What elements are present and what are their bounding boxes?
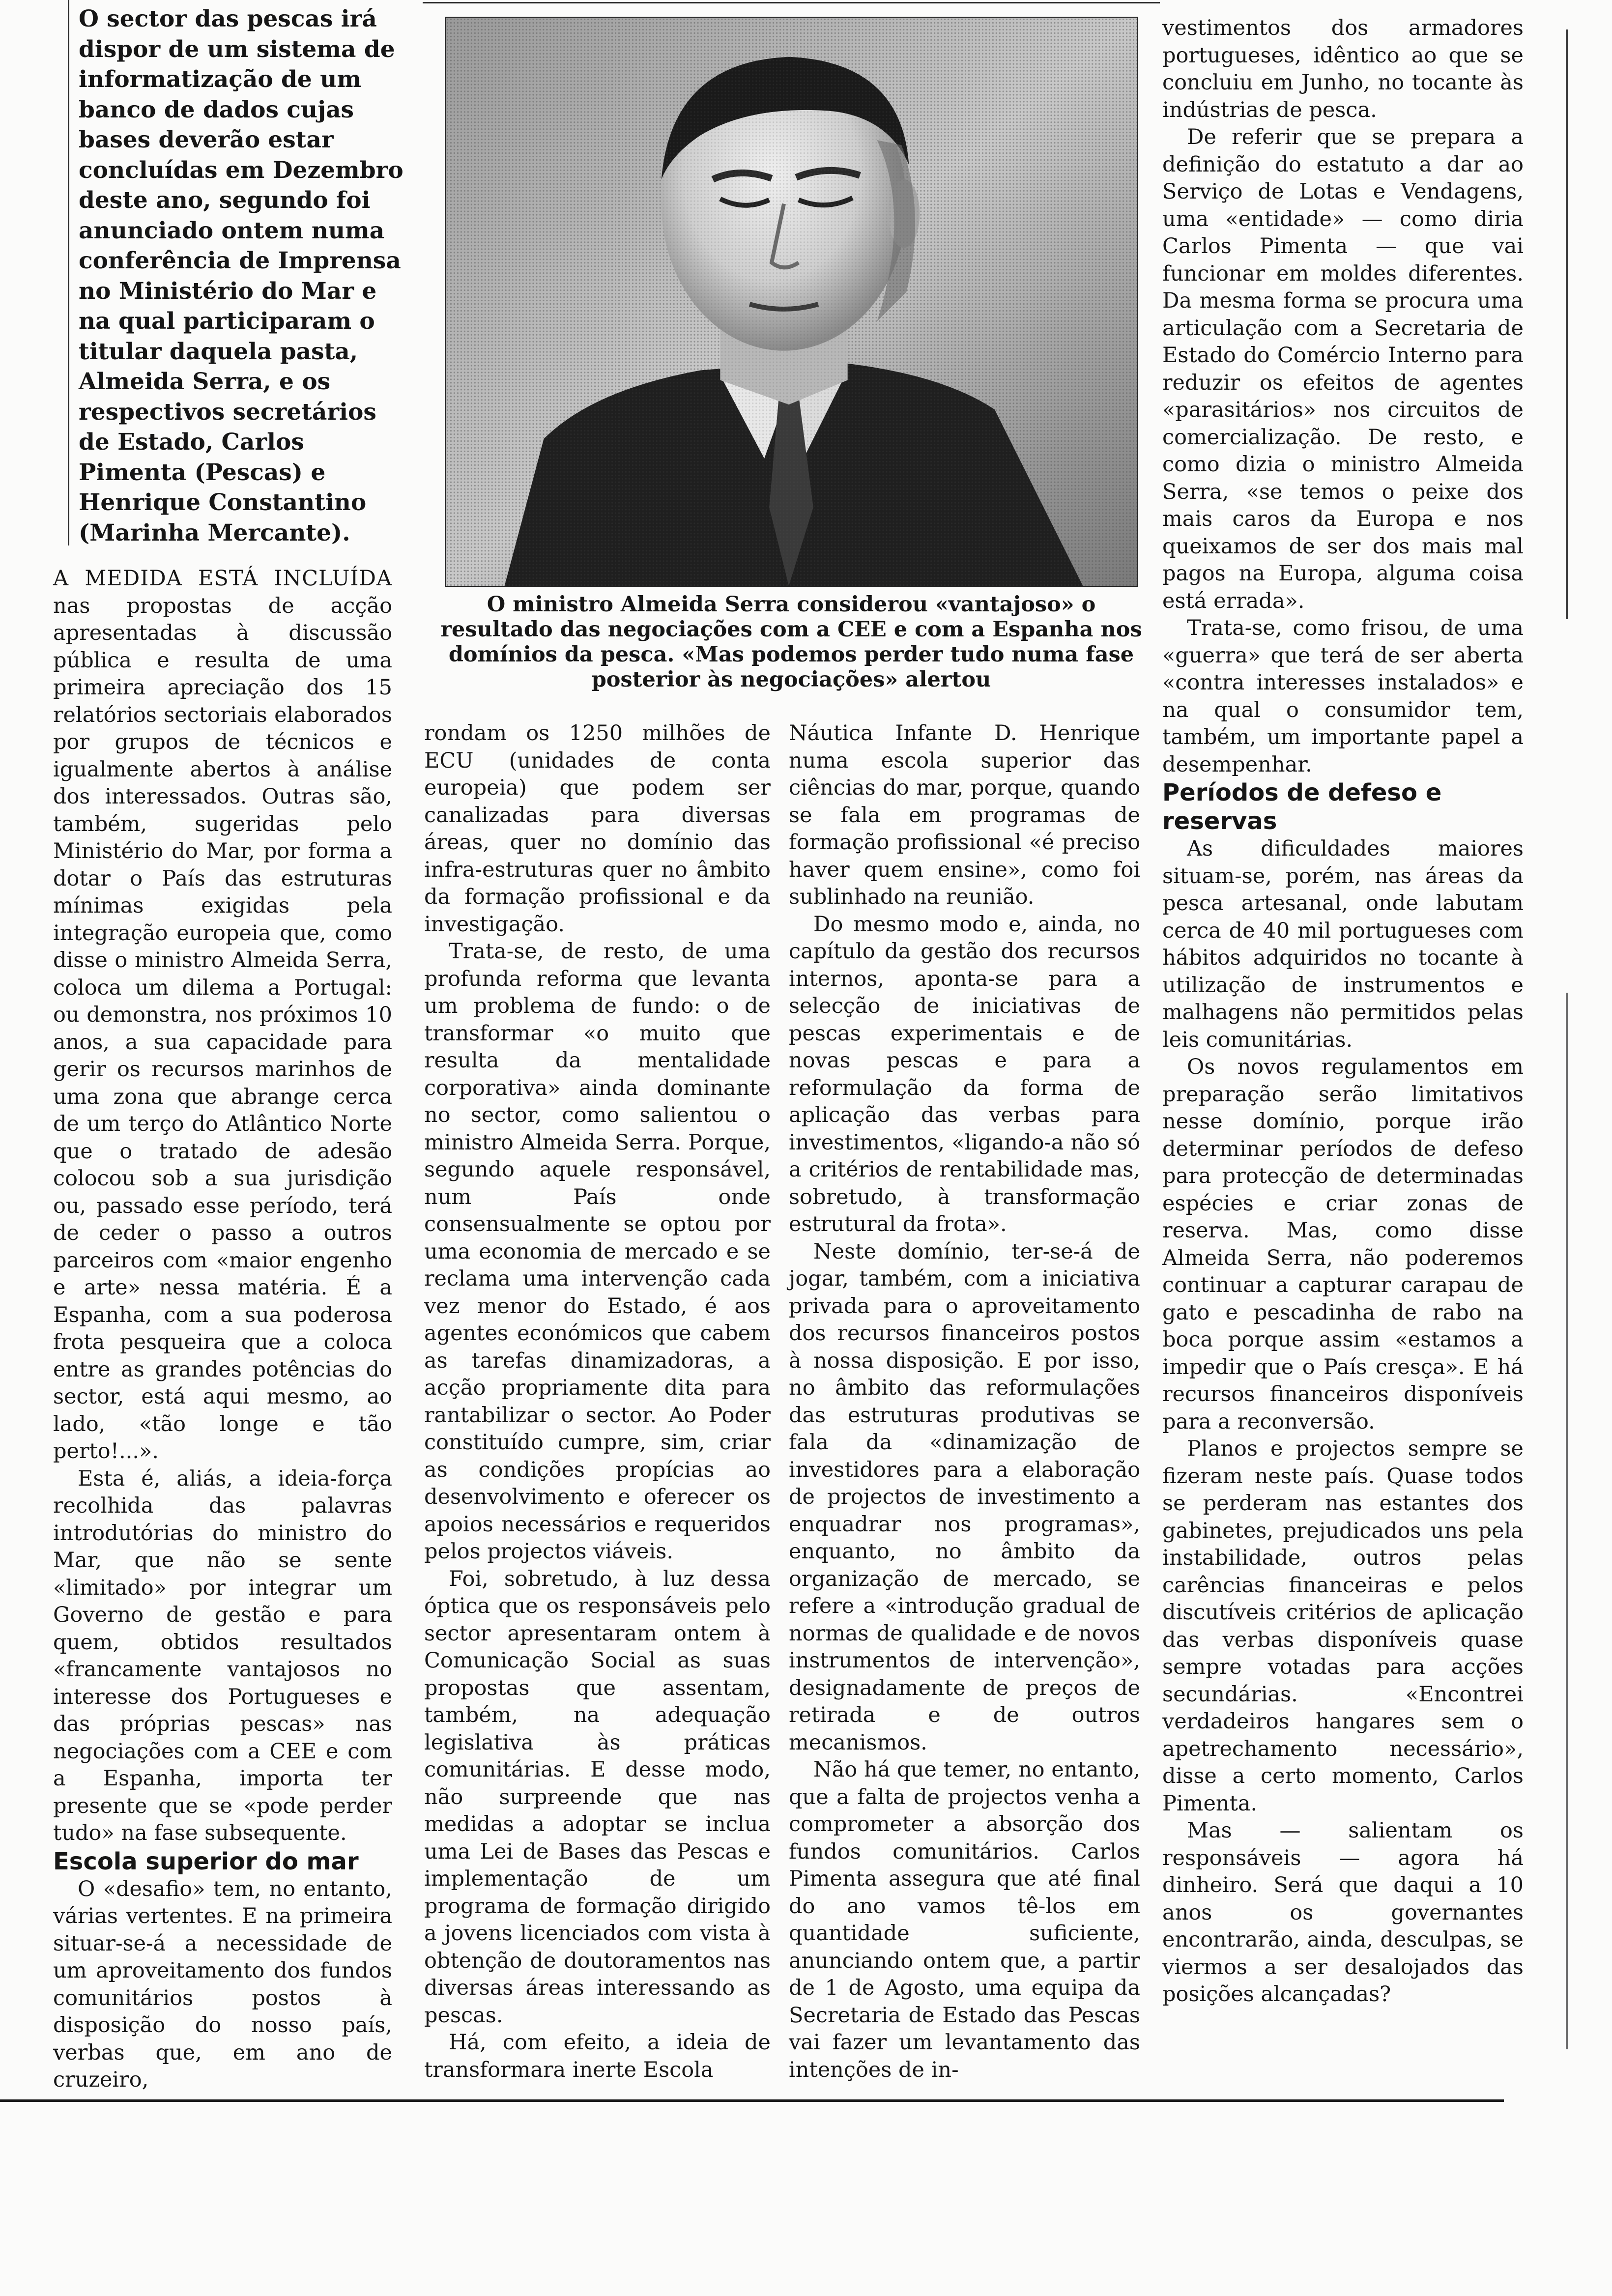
col4-paragraph-4: As dificuldades maiores situam-se, porém, nas áreas da pesca artesanal, onde labutam cerca de 40 mil portugueses com hábitos adquiridos no tocante à utilização de instrumentos e malhagens não permitidos pelas leis comunitárias. xyxy=(1162,836,1524,1052)
right-margin-rule-lower xyxy=(1566,993,1568,2049)
news-photo xyxy=(445,17,1138,587)
col3-paragraph-2: Do mesmo modo e, ainda, no capítulo da gestão dos recursos internos, aponta-se para a selecção de iniciativas de pescas experimentais e de novas pescas e para a reformulação da forma de aplicação das verbas para investimentos, «ligando-a não só a critérios de rentabilidade mas, sobretudo, à transformação estrutural da frota». xyxy=(789,912,1140,1236)
article-column-2 xyxy=(424,720,771,2084)
col3-paragraph-3: Neste domínio, ter-se-á de jogar, também, com a iniciativa privada para o aproveitamento dos recursos financeiros postos à nossa disposição. E por isso, no âmbito das reformulações das estruturas produtivas se fala da «dinamização de investidores para a elaboração de projectos de investimento a enquadrar nos programas», enquanto, no âmbito da organização de mercado, se refere a «introdução gradual de normas de qualidade e de novos instrumentos de intervenção», designadamente de preços de retirada e de outros mecanismos. xyxy=(789,1239,1140,1755)
portrait-photo-image xyxy=(446,18,1137,586)
col1-paragraph-3: O «desafio» tem, no entanto, várias vertentes. E na primeira situar-se-á a necessidade de um aproveitamento dos fundos comunitários postos à disposição do nosso país, verbas que, em ano de cruzeiro, xyxy=(53,1876,392,2092)
col1-paragraph-2: Esta é, aliás, a ideia-força recolhida das palavras introdutórias do ministro do Mar, que não se sente «limitado» por integrar um Governo de gestão e para quem, obtidos resultados «francamente vantajosos no interesse dos Portugueses e das próprias pescas» nas negociações com a CEE e com a Espanha, importa ter presente que se «pode perder tudo» na fase subsequente. xyxy=(53,1466,392,1845)
article-column-4 xyxy=(1162,15,1524,2009)
lead-paragraph xyxy=(79,4,413,548)
article-column-1 xyxy=(53,565,392,2094)
col1-p1-body: nas propostas de acção apresentadas à discussão pública e resulta de uma primeira apreciação dos 15 relatórios sectoriais elaborados por grupos de técnicos e igualmente abertos à análise dos interessados. Outras são, também, sugeridas pelo Ministério do Mar, por forma a dotar o País das estruturas mínimas exigidas pela integração europeia que, como disse o ministro Almeida Serra, coloca um dilema a Portugal: ou demonstra, nos próximos 10 anos, a sua capacidade para gerir os recursos marinhos de uma zona que abrange cerca de um terço do Atlântico Norte que o tratado de adesão colocou sob a sua jurisdição ou, passado esse período, terá de ceder o passo a outros parceiros com «maior engenho e arte» nessa matéria. É a Espanha, com a sua poderosa frota pesqueira que a coloca entre as grandes potências do sector, está aqui mesmo, ao lado, «tão longe e tão perto!...». xyxy=(53,593,392,1464)
col4-paragraph-6: Planos e projectos sempre se fizeram neste país. Quase todos se perderam nas estantes dos gabinetes, prejudicados uns pela instabilidade, outros pelas carências financeiras e pelos discutíveis critérios de aplicação das verbas disponíveis quase sempre votadas para acções secundárias. «Encontrei verdadeiros hangares sem o apetrechamento necessário», disse a certo momento, Carlos Pimenta. xyxy=(1162,1436,1524,1816)
col4-paragraph-2: De referir que se prepara a definição do estatuto a dar ao Serviço de Lotas e Vendagens, uma «entidade» — como diria Carlos Pimenta — que vai funcionar em moldes diferentes. Da mesma forma se procura uma articulação com a Secretaria de Estado do Comércio Interno para reduzir os efeitos de agentes «parasitários» nos circuitos de comercialização. De resto, e como dizia o ministro Almeida Serra, «se temos o peixe dos mais caros da Europa e nos queixamos de ser dos mais mal pagos na Europa, alguma coisa está errada». xyxy=(1162,125,1524,613)
right-margin-rule xyxy=(1566,29,1568,619)
subhead-periodos-defeso: Períodos de defeso e reservas xyxy=(1162,779,1442,835)
left-margin-rule xyxy=(68,0,69,545)
top-rule xyxy=(423,2,1160,3)
article-column-3 xyxy=(789,720,1140,2084)
photo-caption: O ministro Almeida Serra considerou «vantajoso» o resultado das negociações com a CEE e com a Espanha nos domínios da pesca. «Mas podemos perder tudo numa fase posterior às negociações» alertou xyxy=(440,592,1142,692)
col3-paragraph-4: Não há que temer, no entanto, que a falta de projectos venha a comprometer a absorção dos fundos comunitários. Carlos Pimenta assegura que até final do ano vamos tê-los em quantidade suficiente, anunciando ontem que, a partir de 1 de Agosto, uma equipa da Secretaria de Estado das Pescas vai fazer um levantamento das intenções de in- xyxy=(789,1757,1140,2082)
col2-paragraph-4: Há, com efeito, a ideia de transformara inerte Escola xyxy=(424,2030,771,2082)
col4-paragraph-1: vestimentos dos armadores portugueses, idêntico ao que se concluiu em Junho, no tocante às indústrias de pesca. xyxy=(1162,16,1524,122)
col2-paragraph-1: rondam os 1250 milhões de ECU (unidades de conta europeia) que podem ser canalizadas para diversas áreas, quer no domínio das infra-estruturas quer no âmbito da formação profissional e da investigação. xyxy=(424,721,771,937)
col2-paragraph-3: Foi, sobretudo, à luz dessa óptica que os responsáveis pelo sector apresentaram ontem à Comunicação Social as suas propostas que assentam, também, na adequação legislativa às práticas comunitárias. E desse modo, não surpreende que nas medidas a adoptar se inclua uma Lei de Bases das Pescas e implementação de um programa de formação dirigido a jovens licenciados com vista à obtenção de doutoramentos nas diversas áreas interessando as pescas. xyxy=(424,1566,771,2028)
col4-paragraph-3: Trata-se, como frisou, de uma «guerra» que terá de ser aberta «contra interesses instalados» e na qual o consumidor tem, também, um importante papel a desempenhar. xyxy=(1162,616,1524,777)
col4-paragraph-5: Os novos regulamentos em preparação serão limitativos nesse domínio, porque irão determinar períodos de defeso para protecção de determinadas espécies e criar zonas de reserva. Mas, como disse Almeida Serra, não poderemos continuar a capturar carapau de gato e pescadinha de rabo na boca porque assim «estamos a impedir que o País cresça». E há recursos financeiros disponíveis para a reconversão. xyxy=(1162,1055,1524,1434)
col4-paragraph-7: Mas — salientam os responsáveis — agora há dinheiro. Será que daqui a 10 anos os governantes encontrarão, ainda, desculpas, se viermos a ser desalojados das posições alcançadas? xyxy=(1162,1818,1524,2007)
lead-text: O sector das pescas irá dispor de um sistema de informatização de um banco de dados cujas bases deverão estar concluídas em Dezembro deste ano, segundo foi anunciado ontem numa conferência de Imprensa no Ministério do Mar e na qual participaram o titular daquela pasta, Almeida Serra, e os respectivos secretários de Estado, Carlos Pimenta (Pescas) e Henrique Constantino (Marinha Mercante). xyxy=(79,5,403,546)
col3-paragraph-1: Náutica Infante D. Henrique numa escola superior das ciências do mar, porque, quando se fala em programas de formação profissional «é preciso haver quem ensine», como foi sublinhado na reunião. xyxy=(789,721,1140,909)
col1-paragraph-1 xyxy=(53,565,392,1465)
kicker-text: A MEDIDA ESTÁ INCLUÍDA xyxy=(53,566,392,591)
col2-paragraph-2: Trata-se, de resto, de uma profunda reforma que levanta um problema de fundo: o de transformar «o muito que resulta da mentalidade corporativa» ainda dominante no sector, como salientou o ministro Almeida Serra. Porque, segundo aquele responsável, num País onde consensualmente se optou por uma economia de mercado e se reclama uma intervenção cada vez menor do Estado, é aos agentes económicos que cabem as tarefas dinamizadoras, a acção propriamente dita para rantabilizar o sector. Ao Poder constituído cumpre, sim, criar as condições propícias ao desenvolvimento e oferecer os apoios necessários e requeridos pelos projectos viáveis. xyxy=(424,939,771,1564)
bottom-rule xyxy=(0,2099,1504,2102)
subhead-escola-superior: Escola superior do mar xyxy=(53,1847,359,1875)
